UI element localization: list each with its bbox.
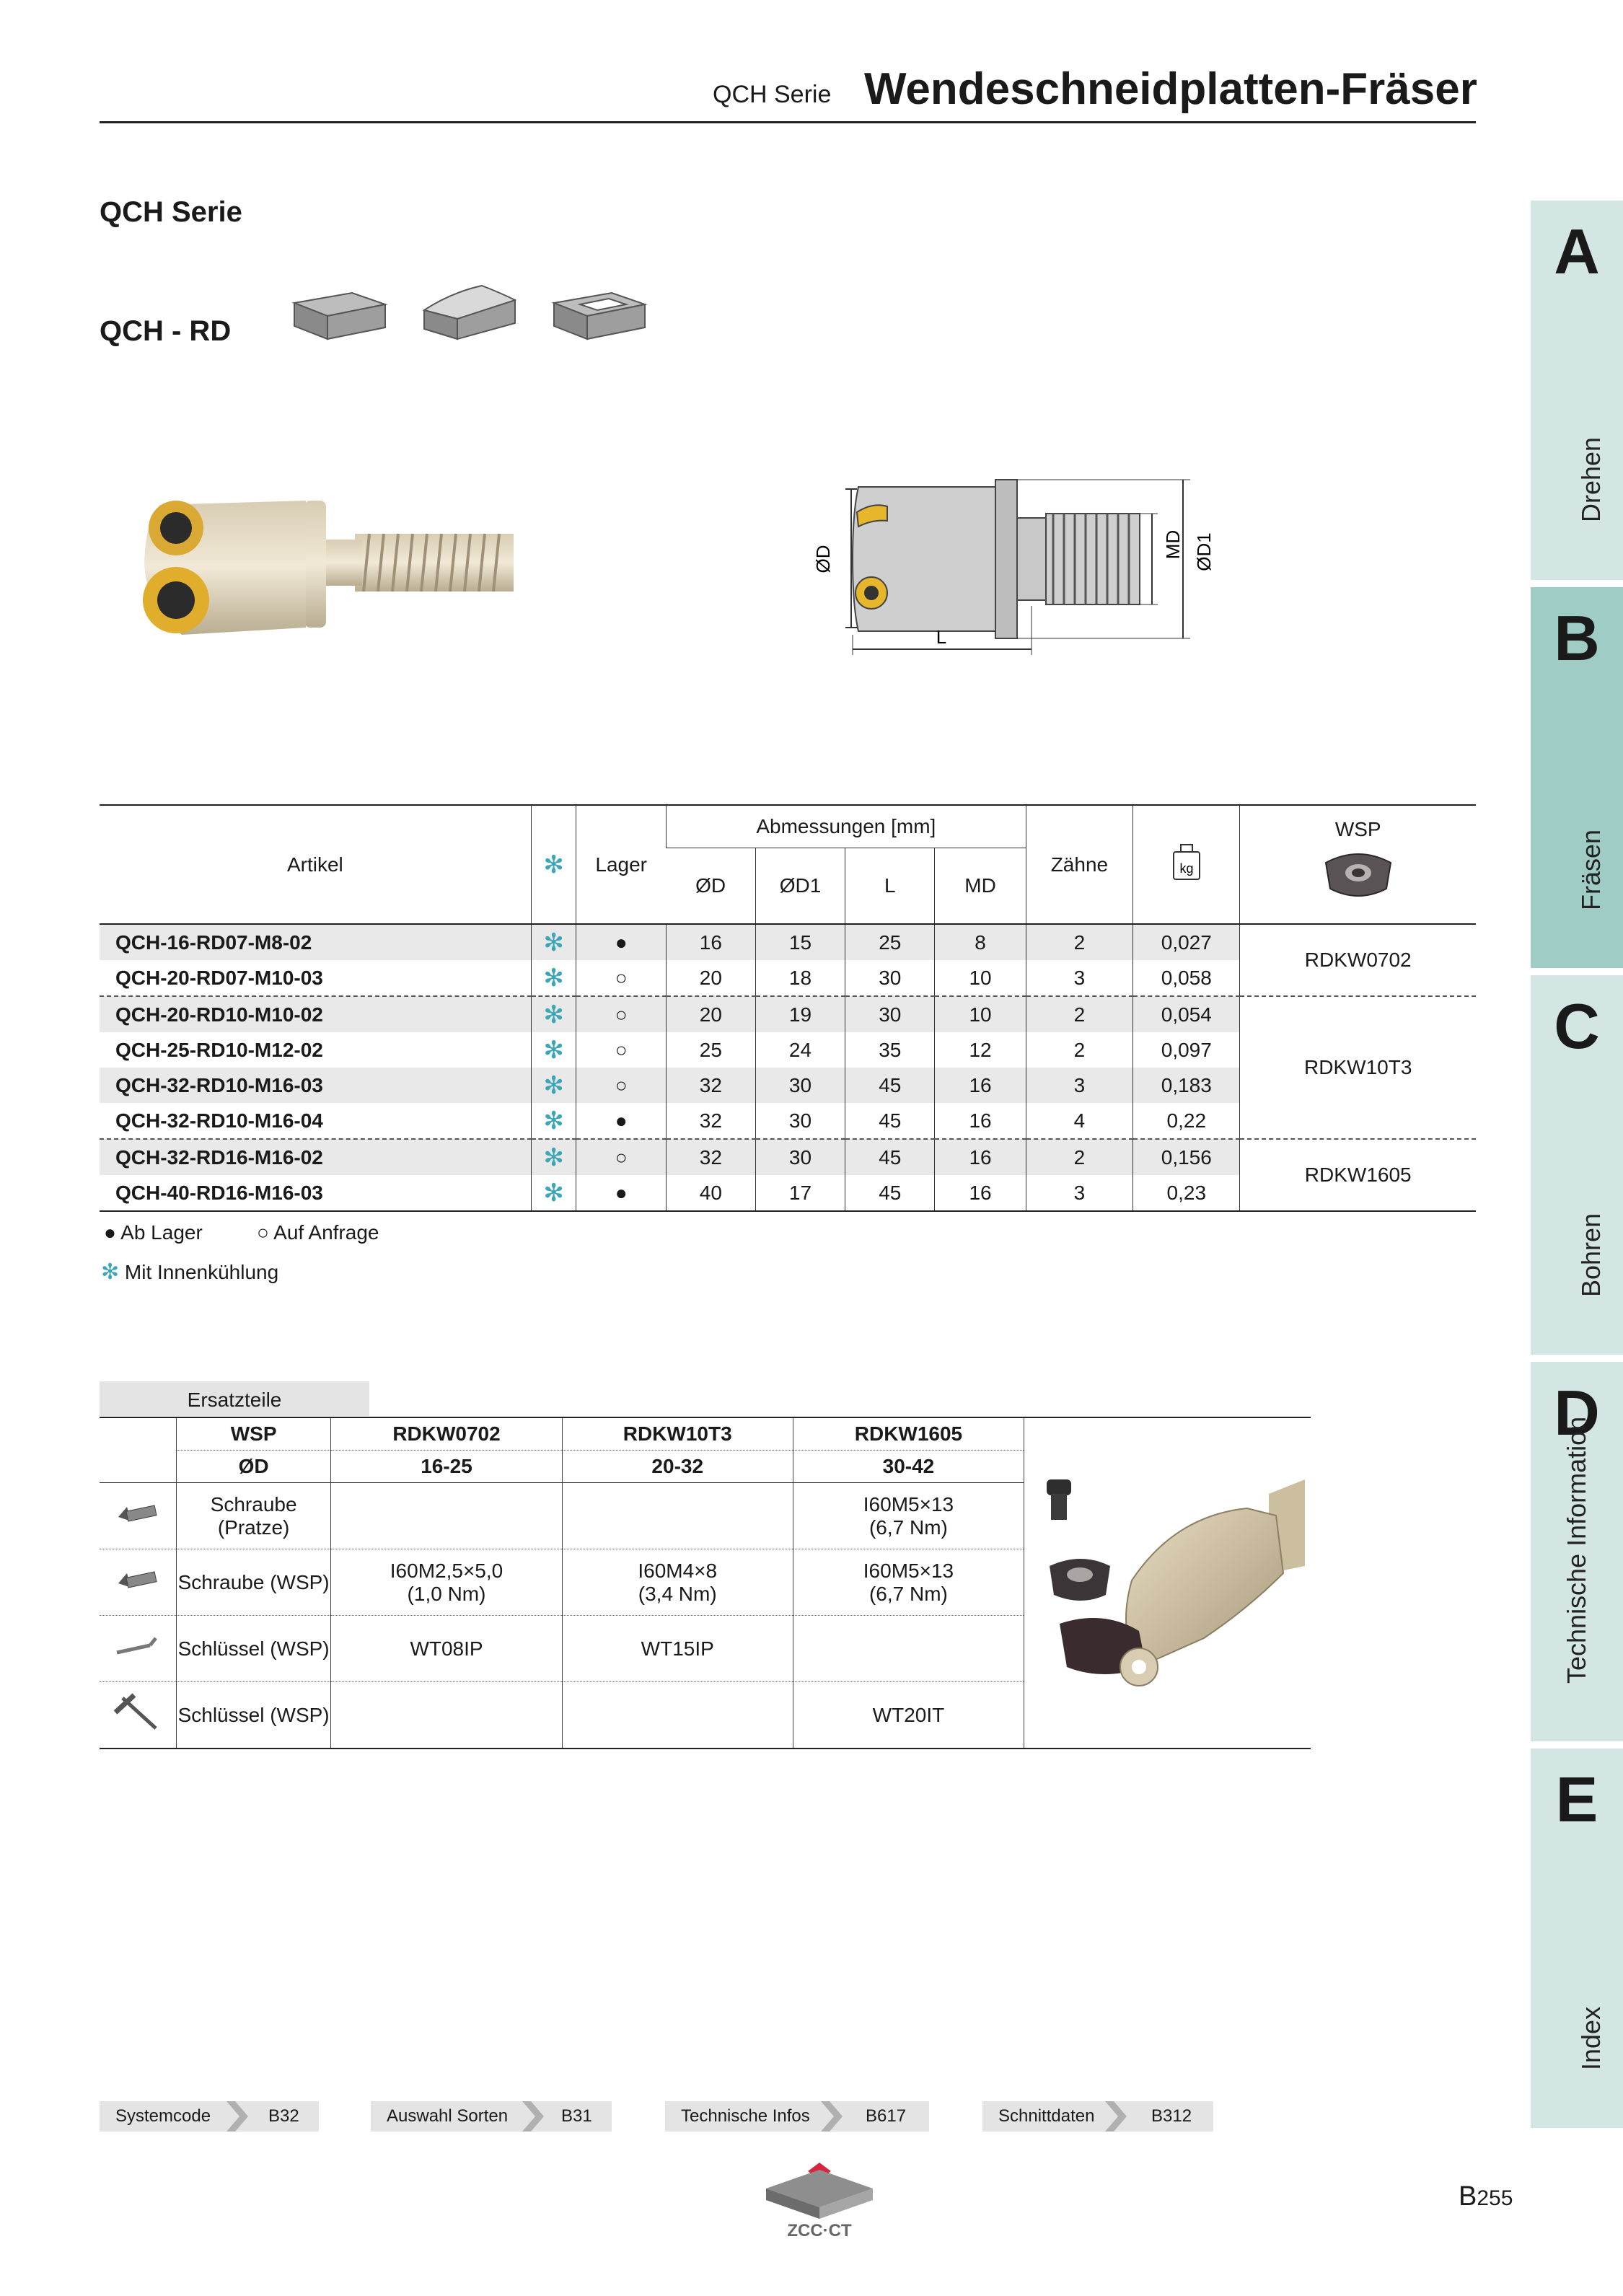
cell-weight: 0,23 [1133,1175,1240,1211]
ref-label: Systemcode [115,2106,211,2126]
col-zaehne: Zähne [1026,805,1132,924]
cell-md: 16 [935,1103,1026,1139]
ref-label: Auswahl Sorten [387,2106,509,2126]
ref-page: B31 [561,2106,592,2126]
spare-cell [331,1682,562,1749]
spare-d-label: ØD [176,1451,331,1483]
material-icons [291,264,659,345]
stock-status: ● [576,1175,667,1211]
spare-part-label-line1: Schraube [210,1492,297,1516]
legend-auf-anfrage: ○ Auf Anfrage [257,1221,379,1244]
cell-l: 45 [845,1068,935,1103]
cell-l: 25 [845,924,935,960]
spare-part-label-line2: (Pratze) [217,1516,290,1539]
ref-page: B32 [268,2106,299,2126]
chevron-right-icon [226,2101,248,2132]
stock-status: ○ [576,1032,667,1068]
tab-label: Index [1576,2006,1606,2070]
weight-icon [1171,842,1202,882]
cell-teeth: 3 [1026,1175,1132,1211]
col-d: ØD [695,874,726,897]
spare-cell-line2: (6,7 Nm) [868,1582,948,1605]
cell-d1: 15 [755,924,845,960]
tab-label: Bohren [1576,1213,1606,1297]
chevron-right-icon [522,2101,544,2132]
wsp-group-2: RDKW10T3 [1240,996,1476,1139]
spare-cell [562,1682,793,1749]
legend-cooling [101,1259,278,1285]
tab-label: Drehen [1576,436,1606,522]
cooling-icon: ✻ [101,1260,120,1284]
spare-cell-line1: I60M2,5×5,0 [390,1559,503,1582]
col-lager: Lager [576,805,667,924]
page-letter: B [1459,2181,1477,2212]
cooling-icon: ✻ [531,1175,576,1211]
screw-icon [113,1562,163,1598]
section-title: QCH Serie [100,196,242,228]
table-row [100,1139,1476,1175]
article-code: QCH-32-RD10-M16-03 [100,1068,531,1103]
spare-wsp-c1: RDKW0702 [331,1417,562,1451]
stock-status: ○ [576,1068,667,1103]
cell-weight: 0,058 [1133,960,1240,996]
spare-cell [793,1616,1024,1682]
material-block-curved-icon [424,286,515,339]
cell-d1: 30 [755,1103,845,1139]
cell-md: 8 [935,924,1026,960]
cell-l: 35 [845,1032,935,1068]
t-key-icon-cell [100,1682,176,1749]
spare-cell: WT15IP [562,1616,793,1682]
spare-part-label: Schlüssel (WSP) [176,1616,331,1682]
cell-weight: 0,054 [1133,996,1240,1032]
t-handle-key-icon [113,1691,163,1734]
spare-cell-line1: I60M5×13 [863,1492,954,1516]
screw-icon [113,1495,163,1531]
ref-label: Technische Infos [681,2106,810,2126]
cell-d1: 30 [755,1068,845,1103]
spare-icon-cell [100,1451,176,1483]
ref-page: B312 [1151,2106,1192,2126]
insert-image [1311,841,1405,906]
ref-label: Schnittdaten [998,2106,1095,2126]
page-title: Wendeschneidplatten-Fräser [864,64,1477,114]
article-code: QCH-25-RD10-M12-02 [115,1038,323,1061]
cell-teeth: 2 [1026,996,1132,1032]
stock-status: ● [576,1103,667,1139]
cooling-icon: ✻ [531,924,576,960]
page-number [1459,2181,1513,2212]
spare-wsp-c3: RDKW1605 [793,1417,1024,1451]
spare-icon-cell [100,1417,176,1451]
cell-d1: 17 [755,1175,845,1211]
col-md: MD [935,848,1026,925]
cell-d: 40 [666,1175,755,1211]
stock-status: ○ [576,960,667,996]
spare-d-c1: 16-25 [331,1451,562,1483]
ref-auswahl-sorten[interactable] [371,2101,612,2132]
tab-letter: D [1554,1377,1600,1448]
cooling-icon: ✻ [531,960,576,996]
subsection-title: QCH - RD [100,315,232,347]
cell-l: 30 [845,960,935,996]
cell-d1: 18 [755,960,845,996]
tab-label: Fräsen [1576,829,1606,910]
tab-e-index[interactable] [1531,1749,1623,2128]
wsp-group-3: RDKW1605 [1240,1139,1476,1211]
cell-weight: 0,22 [1133,1103,1240,1139]
cell-l: 45 [845,1175,935,1211]
col-weight [1133,805,1240,924]
cell-md: 12 [935,1032,1026,1068]
screw-clamp-icon-cell [100,1483,176,1549]
tab-letter: B [1554,602,1600,674]
cooling-icon: ✻ [531,1032,576,1068]
material-block-flat-icon [294,293,385,339]
ref-page: B617 [866,2106,907,2126]
tab-letter: E [1555,1764,1598,1835]
legend-ab-lager: ● Ab Lager [104,1221,203,1244]
spare-cell-line1: I60M5×13 [863,1559,954,1582]
page-num: 255 [1477,2186,1513,2210]
wsp-label: WSP [1334,818,1381,840]
tab-c-bohren[interactable] [1531,975,1623,1355]
col-l: L [845,848,935,925]
header-rule [100,121,1476,123]
cell-d1: 30 [755,1139,845,1175]
wsp-group-1: RDKW0702 [1240,924,1476,996]
cell-d: 32 [666,1103,755,1139]
cell-md: 16 [935,1139,1026,1175]
article-table [100,804,1476,1212]
spare-cell-line2: (3,4 Nm) [638,1582,717,1605]
chevron-right-icon [1105,2101,1127,2132]
cell-d1: 19 [755,996,845,1032]
key-wsp-icon-cell [100,1616,176,1682]
cell-l: 45 [845,1139,935,1175]
header-series: QCH Serie [713,81,832,108]
ref-systemcode[interactable] [100,2101,319,2132]
stock-status: ○ [576,1139,667,1175]
spare-part-label: Schraube (WSP) [176,1549,331,1616]
spare-cell-line2: (1,0 Nm) [407,1582,486,1605]
spare-cell: WT20IT [793,1682,1024,1749]
spare-cell [331,1549,562,1616]
spare-d-c2: 20-32 [562,1451,793,1483]
col-cooling [531,805,576,924]
ref-technische-infos[interactable] [665,2101,929,2132]
dim-d-label: ØD [812,545,834,573]
spare-cell: WT08IP [331,1616,562,1682]
spare-cell [793,1483,1024,1549]
spare-cell [331,1483,562,1549]
cooling-icon: ✻ [531,1068,576,1103]
material-block-pocket-icon [554,293,645,339]
legend-cooling-text: Mit Innenkühlung [124,1261,279,1283]
col-wsp [1240,805,1476,924]
article-code: QCH-20-RD10-M10-02 [100,996,531,1032]
tab-letter: C [1554,990,1600,1062]
key-icon [113,1628,163,1664]
article-code: QCH-32-RD10-M16-04 [115,1109,323,1132]
col-d1-label: ØD1 [779,874,822,897]
cell-d: 25 [666,1032,755,1068]
spare-cell [793,1549,1024,1616]
spare-parts-image-cell [1024,1417,1311,1749]
ref-schnittdaten[interactable] [982,2101,1213,2132]
article-code: QCH-40-RD16-M16-03 [115,1181,323,1204]
weight-unit: kg [1179,861,1194,876]
stock-status: ● [576,924,667,960]
spare-parts-table [100,1417,1311,1749]
cell-teeth: 2 [1026,924,1132,960]
cell-md: 16 [935,1175,1026,1211]
spare-cell [562,1483,793,1549]
spare-part-label: Schlüssel (WSP) [176,1682,331,1749]
spare-cell-line1: I60M4×8 [638,1559,718,1582]
spare-cell [562,1549,793,1616]
spare-parts-title: Ersatzteile [100,1381,369,1416]
cell-weight: 0,156 [1133,1139,1240,1175]
spare-d-c3: 30-42 [793,1451,1024,1483]
article-code: QCH-32-RD16-M16-02 [100,1139,531,1175]
col-artikel: Artikel [286,853,343,876]
tab-label: Technische Information [1562,1416,1591,1684]
chevron-right-icon [821,2101,843,2132]
dim-md-label: MD [1162,529,1184,560]
cooling-icon: ✻ [531,1103,576,1139]
cell-d: 32 [666,1139,755,1175]
cell-teeth: 3 [1026,1068,1132,1103]
spare-wsp-label: WSP [176,1417,331,1451]
cell-md: 16 [935,1068,1026,1103]
tab-a-drehen[interactable] [1531,201,1623,580]
table-row [100,996,1476,1032]
cell-d: 20 [666,960,755,996]
col-d1 [755,848,845,925]
dim-d1-label: ØD1 [1193,532,1215,571]
screw-wsp-icon-cell [100,1549,176,1616]
logo-text: ZCC·CT [787,2221,852,2240]
cell-teeth: 2 [1026,1139,1132,1175]
dim-l-label: L [936,626,947,648]
cell-d: 20 [666,996,755,1032]
col-abmessungen: Abmessungen [mm] [666,805,1026,848]
cooling-icon: ✻ [531,1139,576,1175]
cell-l: 45 [845,1103,935,1139]
cell-d1: 24 [755,1032,845,1068]
cell-weight: 0,097 [1133,1032,1240,1068]
spare-parts-photo [1031,1451,1305,1710]
cell-d: 32 [666,1068,755,1103]
cell-teeth: 3 [1026,960,1132,996]
technical-drawing [779,469,1241,664]
table-row [100,924,1476,960]
article-code: QCH-20-RD07-M10-03 [115,966,323,989]
cell-l: 30 [845,996,935,1032]
tab-letter: A [1554,216,1600,287]
cell-teeth: 4 [1026,1103,1132,1139]
tab-d-technische-information[interactable] [1531,1362,1623,1741]
milling-tool-photo [138,491,521,649]
spare-part-label [176,1483,331,1549]
cooling-icon: ✻ [531,996,576,1032]
tab-b-fraesen[interactable] [1531,587,1623,968]
cell-d: 16 [666,924,755,960]
article-code: QCH-16-RD07-M8-02 [100,924,531,960]
spare-cell-line2: (6,7 Nm) [868,1516,948,1539]
cell-md: 10 [935,996,1026,1032]
cooling-icon: ✻ [543,850,564,879]
spare-wsp-c2: RDKW10T3 [562,1417,793,1451]
zcc-ct-logo [762,2157,877,2243]
cell-weight: 0,183 [1133,1068,1240,1103]
stock-status: ○ [576,996,667,1032]
cell-teeth: 2 [1026,1032,1132,1068]
cell-weight: 0,027 [1133,924,1240,960]
cell-md: 10 [935,960,1026,996]
